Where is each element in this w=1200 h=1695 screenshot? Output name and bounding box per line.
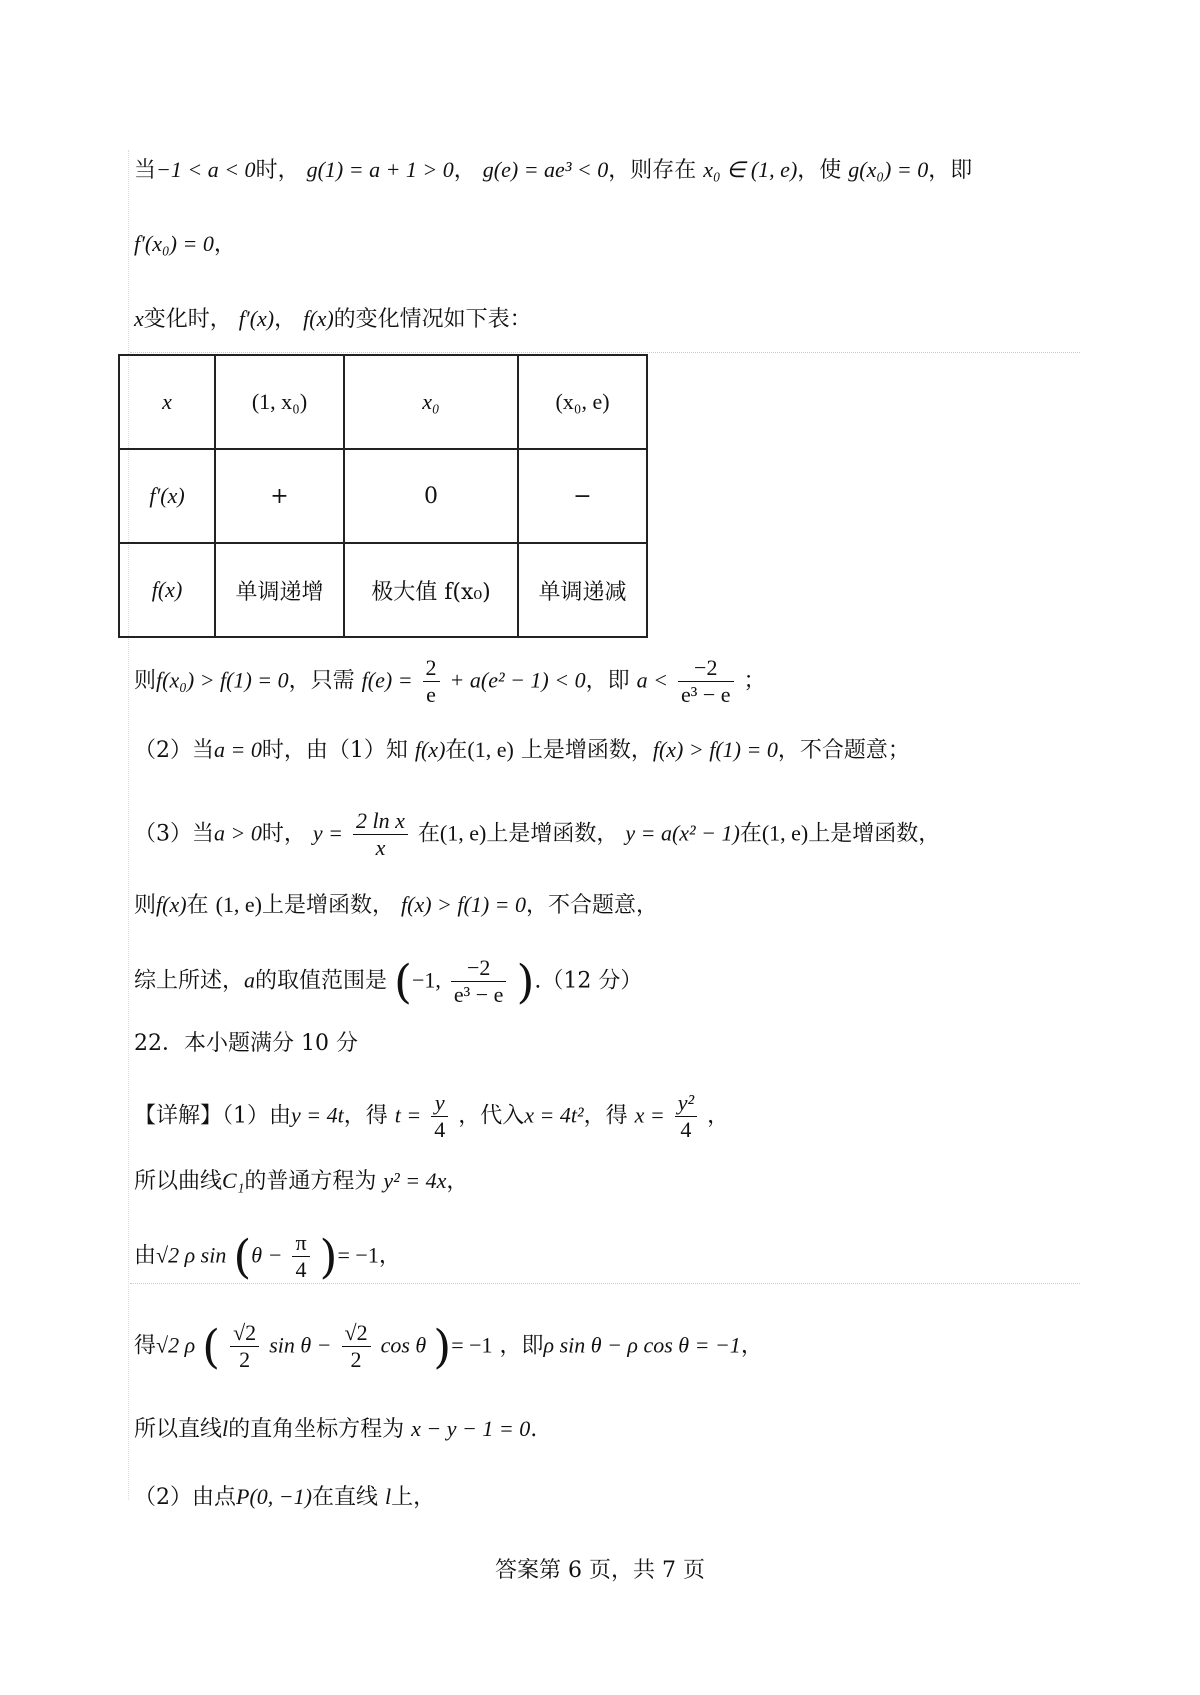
- solution-line-2: f′(x₀) = 0，: [134, 231, 236, 257]
- page-footer: 答案第 6 页，共 7 页: [495, 1558, 705, 1583]
- solution-line-8: 综上所述，a的取值范围是 (−1, $\frac{-2}{\text{e³ − e}}$ ).（12 分）: [134, 954, 643, 1009]
- fraction: $\frac{-2}{\text{e³ − e}}$: [451, 955, 507, 1008]
- fraction: $\frac{√2}{2}$: [342, 1320, 371, 1373]
- fraction: $\frac{y}{4}$: [431, 1090, 448, 1143]
- fraction: $\frac{2}{e}$: [423, 655, 440, 708]
- solution-line-5: （2）当a = 0时，由（1）知 f(x)在(1, e) 上是增函数，f(x) > f(1) = 0，不合题意；: [134, 737, 910, 763]
- solution-line-4: 则f(x₀) > f(1) = 0，只需 f(e) = $\frac{2}{e}$ + a(e² − 1) < 0，即 a < $\frac{-2}{\text{e³ − e}}$ ；: [134, 655, 766, 707]
- fraction: $\frac{-2}{\text{e³ − e}}$: [678, 655, 734, 708]
- table-row: [119, 543, 647, 637]
- solution-line-1: 当−1 < a < 0时， g(1) = a + 1 > 0， g(e) = ae³ < 0，则存在 x₀ ∈ (1, e)，使 g(x₀) = 0，即: [134, 157, 973, 183]
- solution-line-3: x变化时， f′(x)， f(x)的变化情况如下表：: [134, 306, 532, 332]
- fraction: $\frac{√2}{2}$: [230, 1320, 259, 1373]
- table-row: [119, 449, 647, 543]
- table-cell: 单调递减: [518, 543, 647, 637]
- table-cell: x: [119, 355, 215, 449]
- fraction: $\frac{\pi}{4}$: [292, 1230, 309, 1283]
- dotted-divider: [130, 352, 1080, 353]
- margin-guide: [128, 150, 129, 1500]
- table-cell: 0: [344, 449, 518, 543]
- solution-line-11: 所以曲线C₁的普通方程为 y² = 4x，: [134, 1168, 469, 1194]
- problem-22-heading: 22．本小题满分 10 分: [134, 1031, 358, 1056]
- solution-line-7: 则f(x)在 (1, e)上是增函数， f(x) > f(1) = 0，不合题意，: [134, 892, 659, 918]
- table-cell: f′(x): [119, 449, 215, 543]
- solution-line-13: 得√2 ρ ( $\frac{√2}{2}$ sin θ − $\frac{√2}{2}$ cos θ )= −1 ，即ρ sin θ − ρ cos θ = −1，: [134, 1319, 763, 1374]
- fraction: $\frac{\text{y²}}{4}$: [675, 1090, 697, 1143]
- table-cell: f(x): [119, 543, 215, 637]
- table-cell: (1, x₀): [215, 355, 344, 449]
- solution-line-12: 由√2 ρ sin (θ − $\frac{\pi}{4}$ )= −1，: [134, 1229, 401, 1284]
- variation-table: [118, 354, 648, 638]
- table-cell: (x₀, e): [518, 355, 647, 449]
- table-cell: −: [518, 449, 647, 543]
- table-row: [119, 355, 647, 449]
- solution-line-6: （3）当a > 0时， y = $\frac{\text{2 ln x}}{x}$ 在(1, e)上是增函数， y = a(x² − 1)在(1, e)上是增函数，: [134, 808, 941, 860]
- table-cell: 单调递增: [215, 543, 344, 637]
- table-cell: 极大值 f(x₀): [344, 543, 518, 637]
- table-cell: +: [215, 449, 344, 543]
- solution-line-10: 【详解】（1）由y = 4t，得 t = $\frac{y}{4}$ ，代入x = 4t²，得 x = $\frac{\text{y²}}{4}$ ，: [134, 1090, 730, 1142]
- solution-line-14: 所以直线l的直角坐标方程为 x − y − 1 = 0.: [134, 1416, 538, 1442]
- solution-line-15: （2）由点P(0, −1)在直线 l上，: [134, 1484, 436, 1510]
- dotted-divider: [130, 1283, 1080, 1284]
- table-cell: x₀: [344, 355, 518, 449]
- fraction: $\frac{\text{2 ln x}}{x}$: [353, 808, 408, 861]
